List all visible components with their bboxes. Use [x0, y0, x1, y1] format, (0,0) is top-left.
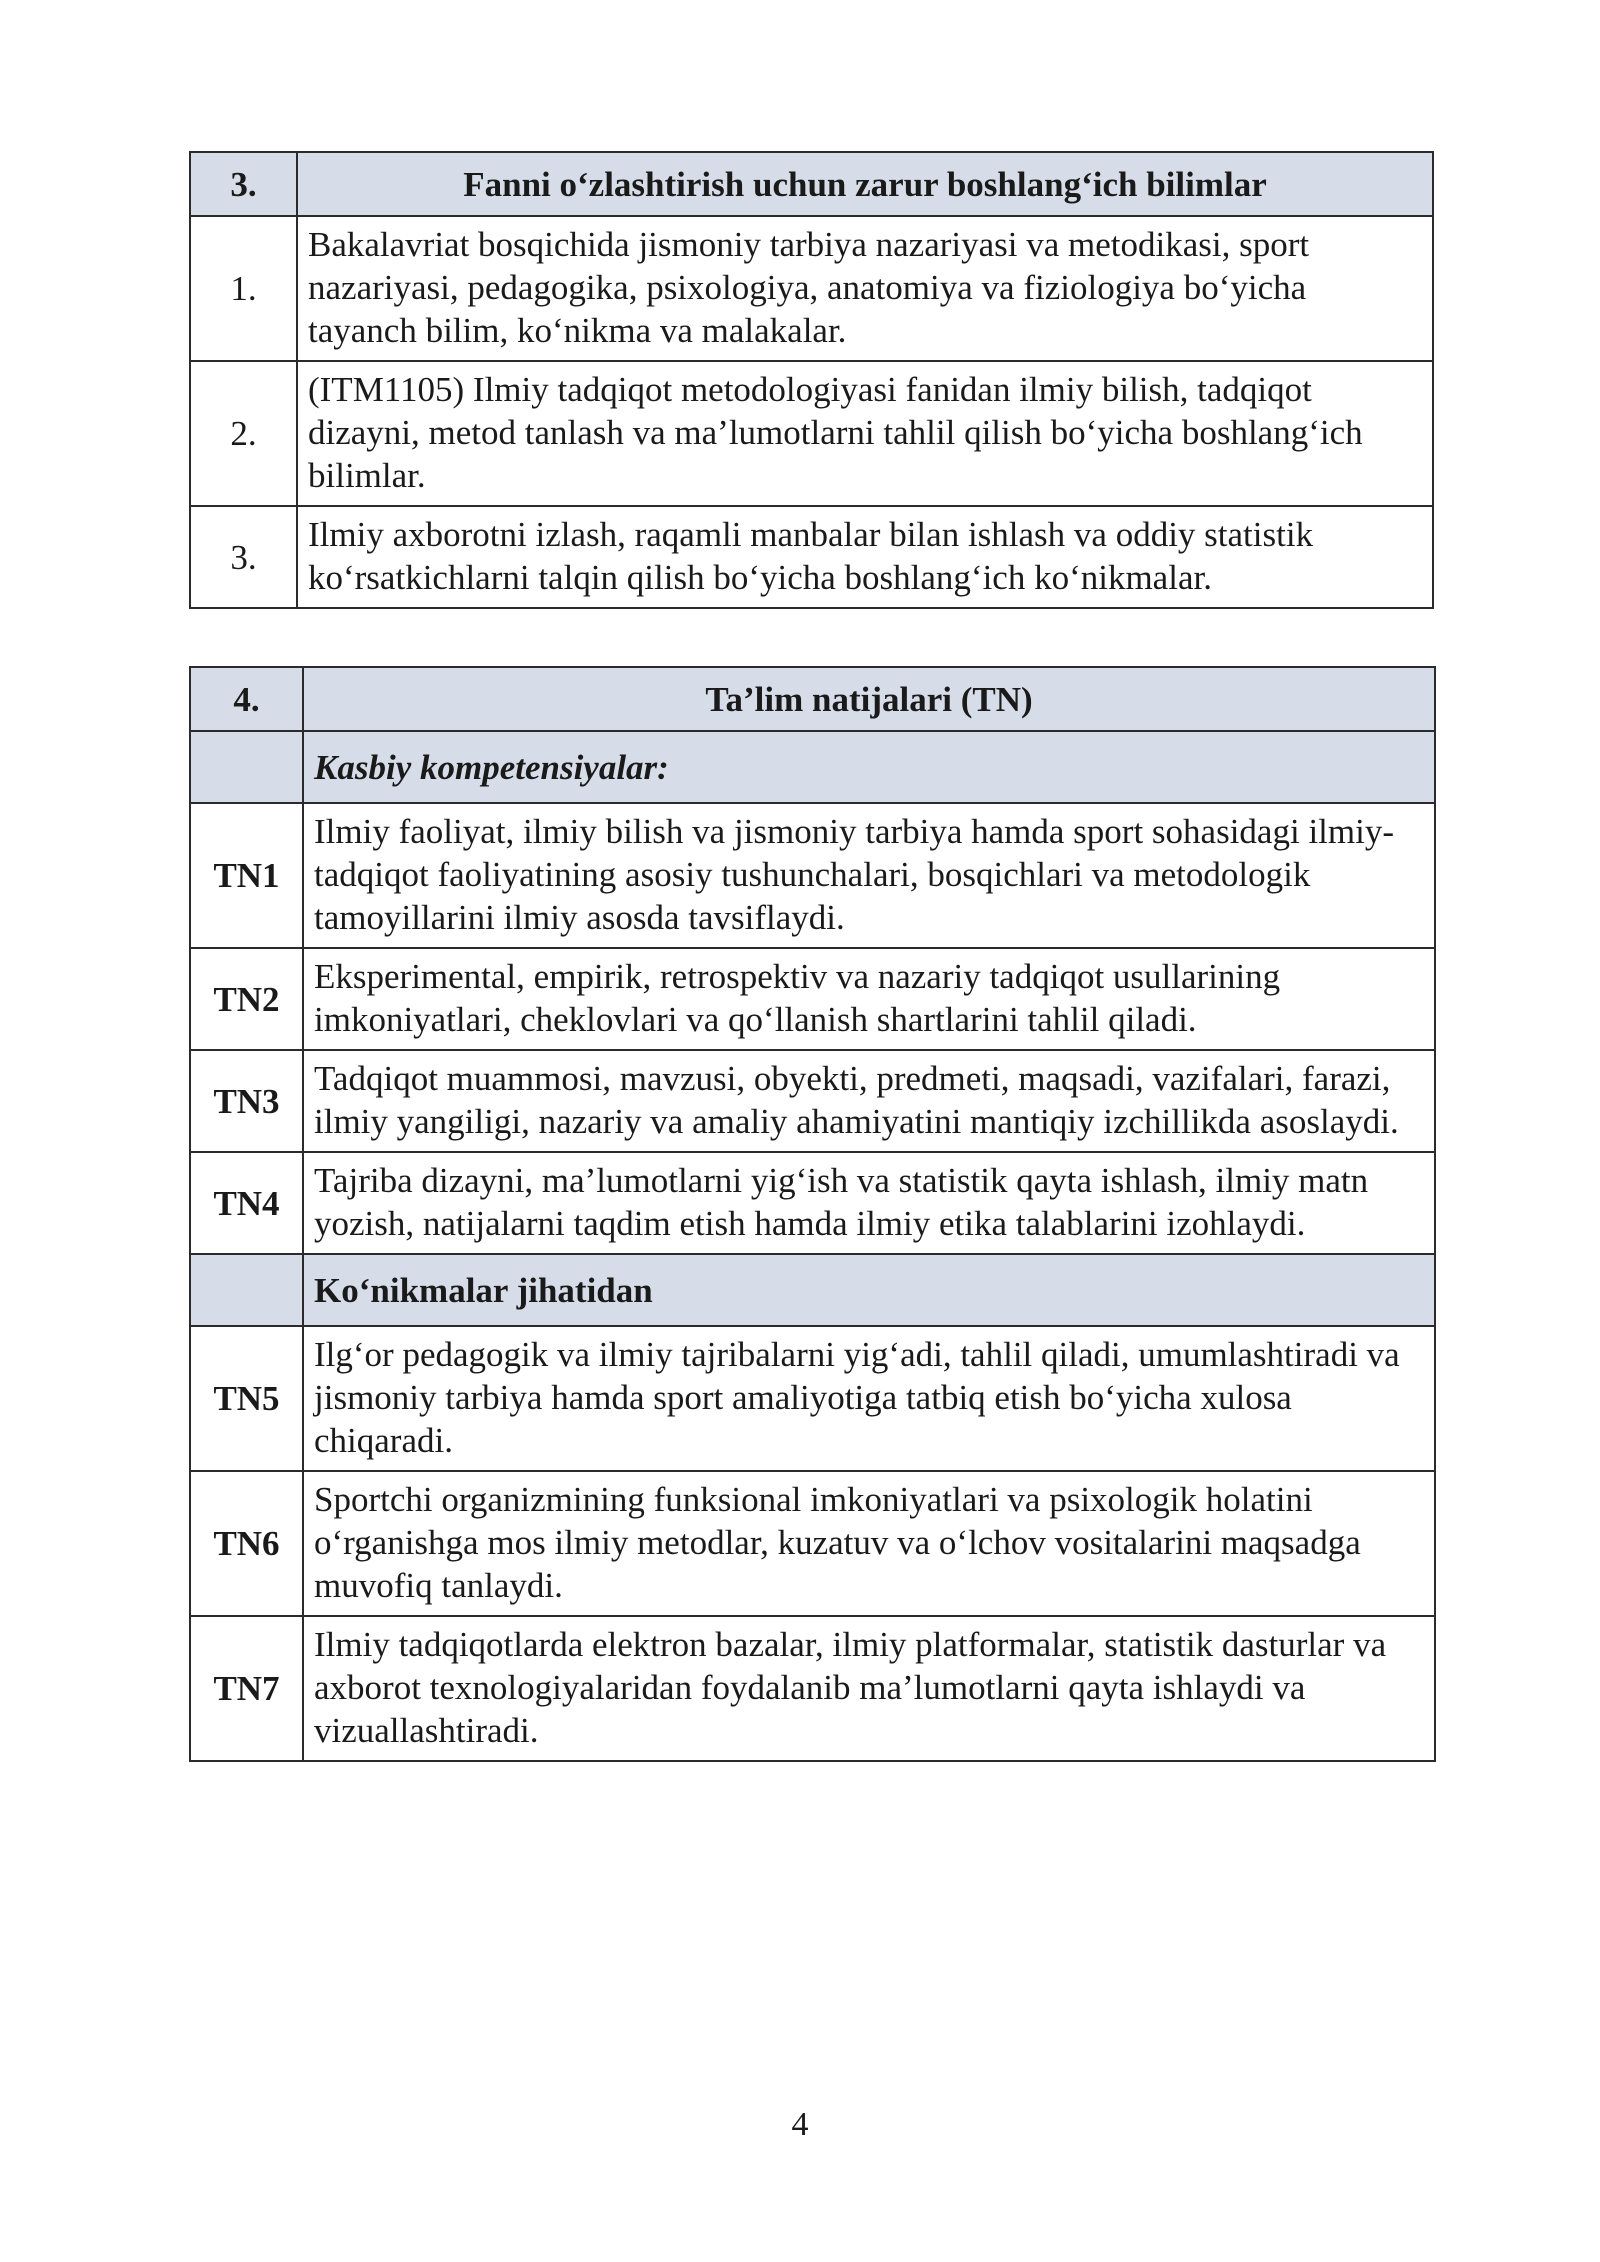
outcome-text: Ilmiy tadqiqotlarda elektron bazalar, ilmiy platformalar, statistik dasturlar va axborot texnologiyalaridan foydalanib ma’lumotlarni qayta ishlaydi va vizuallashtiradi.	[303, 1616, 1435, 1761]
outcome-text: Ilg‘or pedagogik va ilmiy tajribalarni yig‘adi, tahlil qiladi, umumlashtiradi va jismoniy tarbiya hamda sport amaliyotiga tatbiq etish bo‘yicha xulosa chiqaradi.	[303, 1326, 1435, 1471]
subheader-empty-cell	[190, 731, 303, 803]
subheader-empty-cell	[190, 1254, 303, 1326]
outcome-text: Tadqiqot muammosi, mavzusi, obyekti, predmeti, maqsadi, vazifalari, farazi, ilmiy yangiligi, nazariy va amaliy ahamiyatini mantiqiy izchillikda asoslaydi.	[303, 1050, 1435, 1152]
section-number: 3.	[190, 152, 297, 216]
row-number: 2.	[190, 361, 297, 506]
outcome-code: TN5	[190, 1326, 303, 1471]
page-number: 4	[791, 2106, 809, 2143]
table-row	[190, 506, 1433, 608]
subheader-row	[190, 1254, 1435, 1326]
learning-outcomes-table	[189, 666, 1436, 1762]
prerequisites-table	[189, 151, 1434, 609]
outcome-text: Tajriba dizayni, ma’lumotlarni yig‘ish va statistik qayta ishlash, ilmiy matn yozish, natijalarni taqdim etish hamda ilmiy etika talablarini izohlaydi.	[303, 1152, 1435, 1254]
table-row	[190, 1616, 1435, 1761]
outcome-code: TN6	[190, 1471, 303, 1616]
row-number: 3.	[190, 506, 297, 608]
section-number: 4.	[190, 667, 303, 731]
table-row	[190, 1471, 1435, 1616]
outcome-code: TN3	[190, 1050, 303, 1152]
outcome-text: Sportchi organizmining funksional imkoniyatlari va psixologik holatini o‘rganishga mos ilmiy metodlar, kuzatuv va o‘lchov vositalarini maqsadga muvofiq tanlaydi.	[303, 1471, 1435, 1616]
subheader-row	[190, 731, 1435, 803]
table-row	[190, 803, 1435, 948]
table-row	[190, 216, 1433, 361]
row-text: Ilmiy axborotni izlash, raqamli manbalar bilan ishlash va oddiy statistik ko‘rsatkichlarni talqin qilish bo‘yicha boshlang‘ich ko‘nikmalar.	[297, 506, 1433, 608]
row-text: (ITM1105) Ilmiy tadqiqot metodologiyasi fanidan ilmiy bilish, tadqiqot dizayni, metod tanlash va ma’lumotlarni tahlil qilish bo‘yicha boshlang‘ich bilimlar.	[297, 361, 1433, 506]
table-row	[190, 361, 1433, 506]
table-row	[190, 1050, 1435, 1152]
outcome-code: TN7	[190, 1616, 303, 1761]
outcome-code: TN4	[190, 1152, 303, 1254]
subheader-skills: Ko‘nikmalar jihatidan	[303, 1254, 1435, 1326]
row-number: 1.	[190, 216, 297, 361]
table-header-row	[190, 667, 1435, 731]
row-text: Bakalavriat bosqichida jismoniy tarbiya nazariyasi va metodikasi, sport nazariyasi, pedagogika, psixologiya, anatomiya va fiziologiya bo‘yicha tayanch bilim, ko‘nikma va malakalar.	[297, 216, 1433, 361]
table-row	[190, 1326, 1435, 1471]
table-row	[190, 1152, 1435, 1254]
table-header-row	[190, 152, 1433, 216]
table-row	[190, 948, 1435, 1050]
section-title: Fanni o‘zlashtirish uchun zarur boshlang‘ich bilimlar	[297, 152, 1433, 216]
subheader-professional-competencies: Kasbiy kompetensiyalar:	[303, 731, 1435, 803]
outcome-code: TN2	[190, 948, 303, 1050]
section-title: Ta’lim natijalari (TN)	[303, 667, 1435, 731]
outcome-code: TN1	[190, 803, 303, 948]
outcome-text: Eksperimental, empirik, retrospektiv va nazariy tadqiqot usullarining imkoniyatlari, cheklovlari va qo‘llanish shartlarini tahlil qiladi.	[303, 948, 1435, 1050]
outcome-text: Ilmiy faoliyat, ilmiy bilish va jismoniy tarbiya hamda sport sohasidagi ilmiy-tadqiqot faoliyatining asosiy tushunchalari, bosqichlari va metodologik tamoyillarini ilmiy asosda tavsiflaydi.	[303, 803, 1435, 948]
